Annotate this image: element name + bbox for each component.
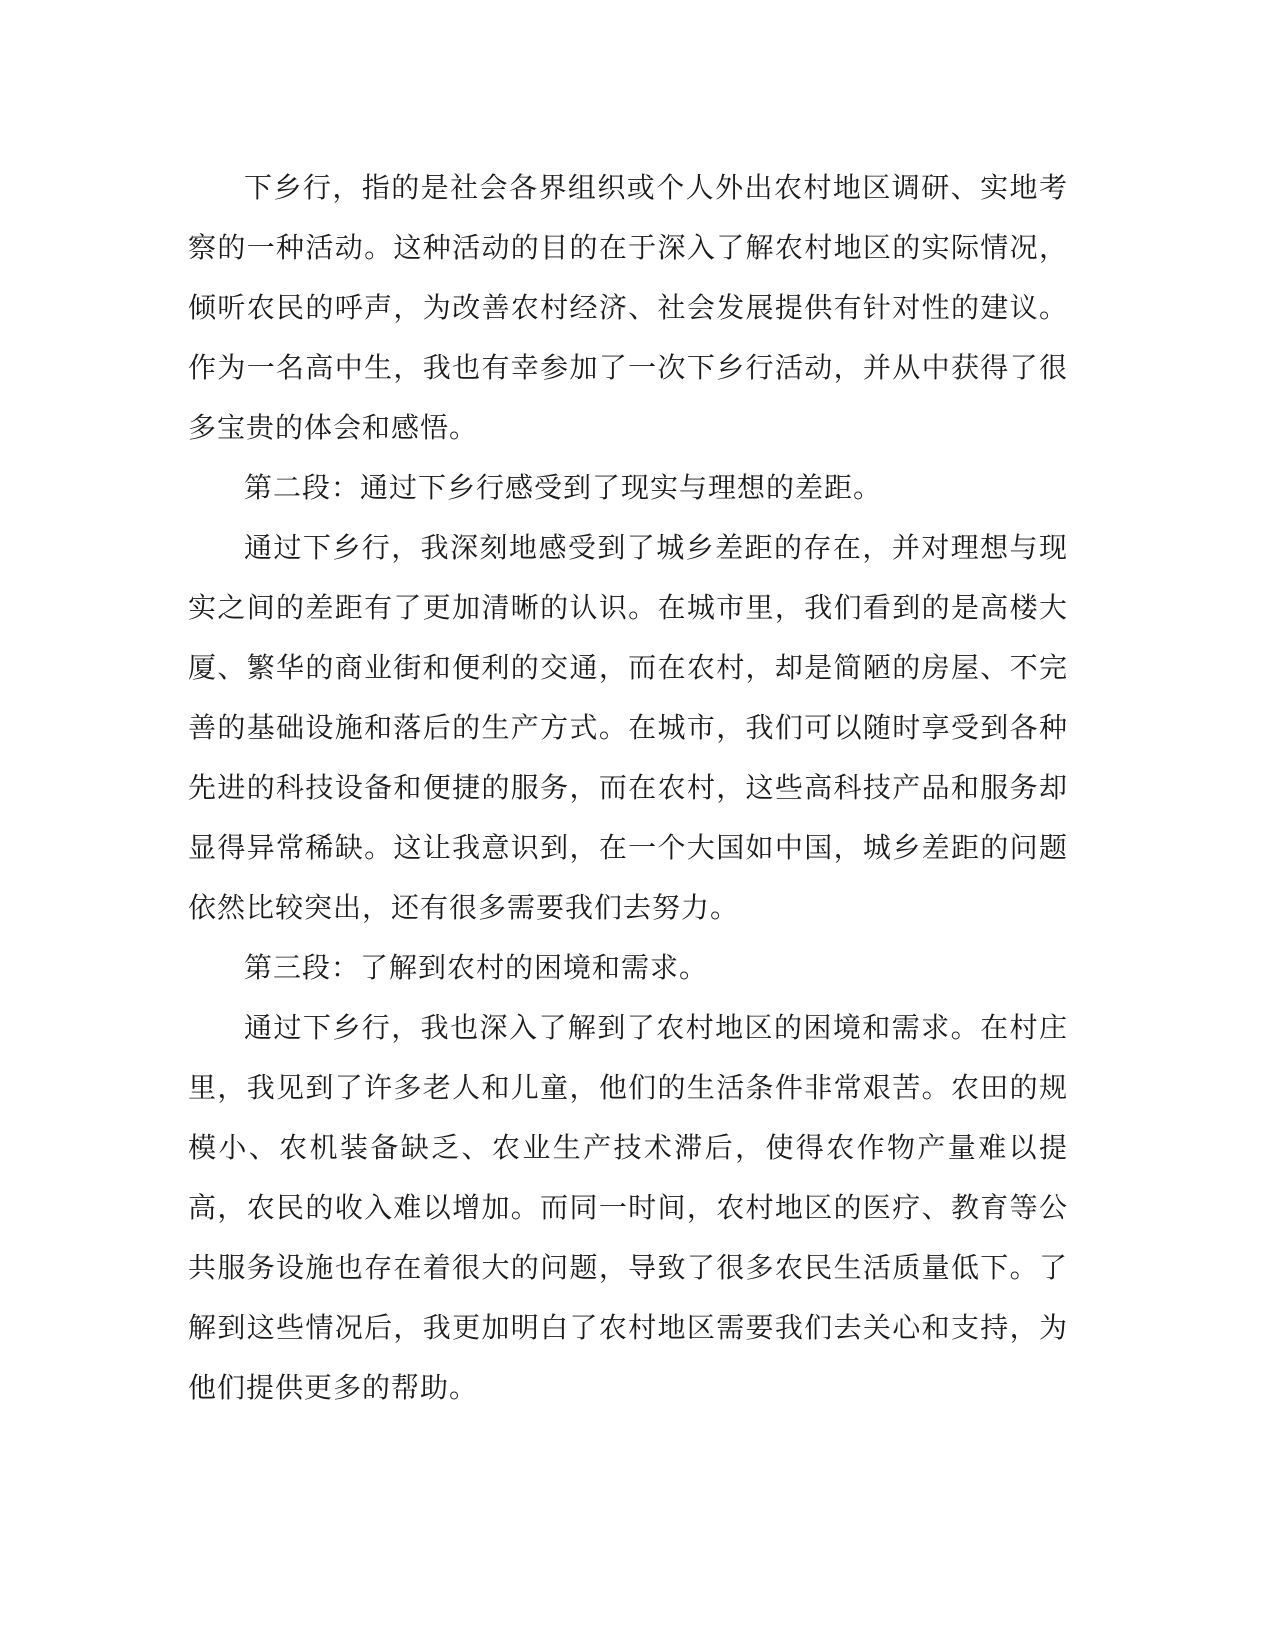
section-heading-2: 第二段：通过下乡行感受到了现实与理想的差距。 [244,471,883,504]
paragraph-urban-rural-gap: 通过下乡行，我深刻地感受到了城乡差距的存在，并对理想与现实之间的差距有了更加清晰的认识。在城市里，我们看到的是高楼大厦、繁华的商业街和便利的交通，而在农村，却是简陋的房屋、不完善的基础设施和落后的生产方式。在城市，我们可以随时享受到各种先进的科技设备和便捷的服务，而在农村，这些高科技产品和服务却显得异常稀缺。这让我意识到，在一个大国如中国，城乡差距的问题依然比较突出，还有很多需要我们去努力。 [188,531,1068,924]
paragraph-intro: 下乡行，指的是社会各界组织或个人外出农村地区调研、实地考察的一种活动。这种活动的目的在于深入了解农村地区的实际情况，倾听农民的呼声，为改善农村经济、社会发展提供有针对性的建议。作为一名高中生，我也有幸参加了一次下乡行活动，并从中获得了很多宝贵的体会和感悟。 [188,171,1068,444]
paragraph-rural-needs: 通过下乡行，我也深入了解到了农村地区的困境和需求。在村庄里，我见到了许多老人和儿童，他们的生活条件非常艰苦。农田的规模小、农机装备缺乏、农业生产技术滞后，使得农作物产量难以提高，农民的收入难以增加。而同一时间，农村地区的医疗、教育等公共服务设施也存在着很大的问题，导致了很多农民生活质量低下。了解到这些情况后，我更加明白了农村地区需要我们去关心和支持，为他们提供更多的帮助。 [188,1011,1068,1404]
section-heading-3: 第三段：了解到农村的困境和需求。 [244,951,709,984]
document-body [188,158,1068,1418]
